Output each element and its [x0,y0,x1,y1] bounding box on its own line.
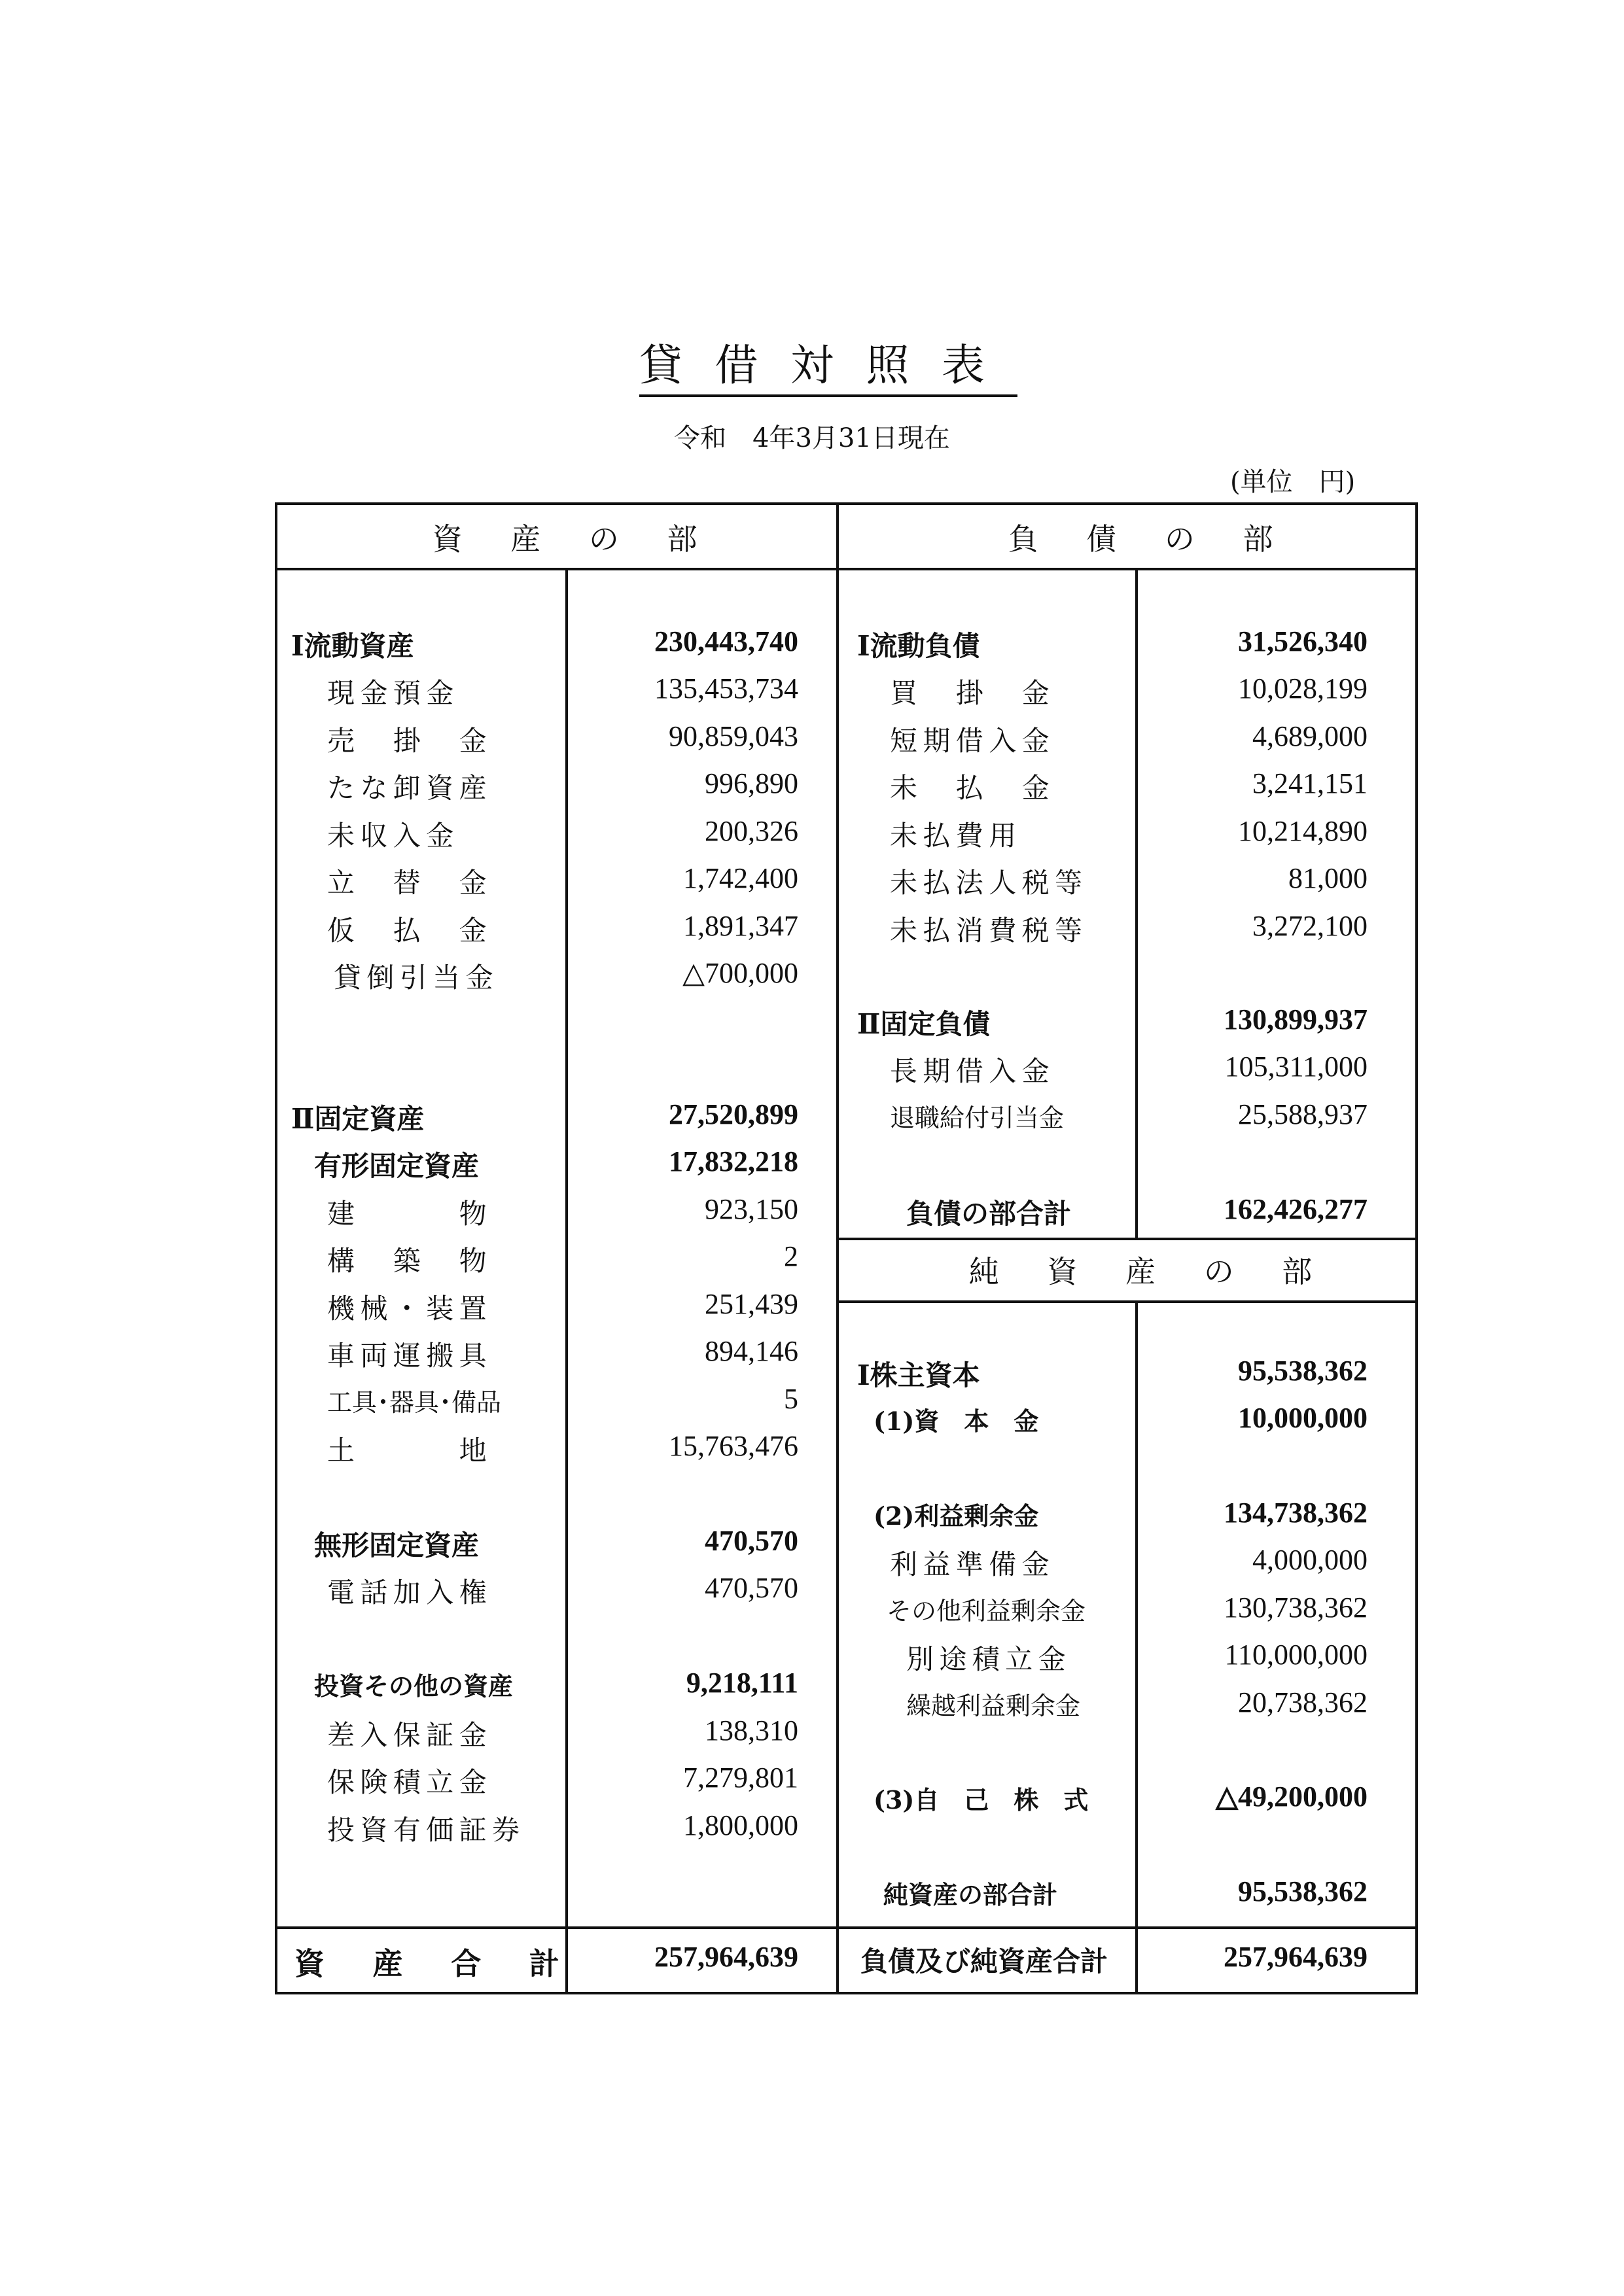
asset-row-amount: 9,218,111 [686,1667,798,1699]
net-asset-row-label: 純資産の部合計 [883,1880,1058,1909]
liability-row-label: 退職給付引当金 [890,1104,1065,1132]
liability-row-label: Ⅱ固定負債 [857,1008,991,1040]
net-asset-row-label: (3)自 己 株 式 [874,1785,1089,1815]
asset-row-amount: 470,570 [705,1525,798,1557]
center-divider [836,502,839,1994]
asset-row-label: 差入保証金 [327,1719,493,1751]
net-asset-row-amount: 10,000,000 [1238,1402,1368,1434]
asset-row-label: 機械・装置 [327,1293,493,1325]
asset-row-label: 現金預金 [327,677,459,709]
asset-row-label: 貸倒引当金 [334,962,499,994]
asset-row-amount: 90,859,043 [669,720,798,752]
asset-row-label: 無形固定資産 [314,1529,480,1561]
assets-section-header: 資 産 の 部 [432,521,707,557]
asset-row-amount: 135,453,734 [654,672,798,704]
net-assets-section-header: 純 資 産 の 部 [968,1254,1322,1289]
asset-row-label: 工具･器具･備品 [327,1388,502,1417]
asset-row-label: 立 替 金 [327,867,493,899]
asset-row-label: 投資その他の資産 [314,1671,514,1701]
liability-row-label: 買 掛 金 [890,677,1055,709]
liability-row-amount: 10,214,890 [1238,815,1368,847]
asset-row-amount: 1,742,400 [683,862,798,894]
net-asset-row-label: Ⅰ株主資本 [857,1359,980,1391]
liabilities-section-header: 負 債 の 部 [1008,521,1282,557]
asset-row-amount: 251,439 [705,1288,798,1320]
asset-row-label: 投資有価証券 [327,1814,525,1846]
net-asset-row-label: その他利益剰余金 [887,1597,1086,1626]
asset-row-amount: 1,800,000 [683,1809,798,1841]
assets-total-amount: 257,964,639 [654,1941,798,1973]
net-asset-row-label: 繰越利益剰余金 [906,1692,1081,1720]
net-asset-row-label: (2)利益剰余金 [874,1501,1039,1531]
liability-row-amount: 162,426,277 [1224,1193,1368,1225]
liability-row-label: 負債の部合計 [906,1198,1072,1230]
liability-row-label: 長期借入金 [890,1055,1055,1087]
asset-row-label: 有形固定資産 [314,1150,480,1182]
liability-row-label: 未 払 金 [890,772,1055,804]
asset-row-amount: 7,279,801 [683,1762,798,1794]
liability-row-amount: 31,526,340 [1238,625,1368,657]
liab-amount-divider-bottom [1135,1300,1138,1994]
as-of-date: 令和 4年3月31日現在 [674,423,950,453]
asset-row-label: 構 築 物 [327,1245,493,1277]
liability-row-amount: 81,000 [1288,862,1368,894]
net-asset-row-amount: 134,738,362 [1224,1497,1368,1529]
liability-row-label: Ⅰ流動負債 [857,630,980,662]
net-asset-row-amount: 95,538,362 [1238,1355,1368,1387]
asset-row-amount: 138,310 [705,1714,798,1747]
grand-total-amount: 257,964,639 [1224,1941,1368,1973]
net-asset-row-amount: △49,200,000 [1216,1781,1368,1813]
unit-note: (単位 円) [1230,467,1356,497]
asset-row-label: 建 物 [327,1198,493,1230]
net-asset-row-label: 別途積立金 [906,1643,1072,1675]
asset-row-amount: 17,832,218 [669,1145,798,1177]
net-assets-header-top [836,1238,1418,1240]
asset-row-amount: 1,891,347 [683,910,798,942]
asset-row-amount: △700,000 [682,957,798,989]
asset-row-label: 仮 払 金 [327,914,493,947]
document-title: 貸借対照表 [0,330,1624,392]
asset-row-label: Ⅱ固定資産 [291,1103,425,1135]
asset-row-amount: 15,763,476 [669,1430,798,1462]
liability-row-amount: 10,028,199 [1238,672,1368,704]
liab-amount-divider-top [1135,568,1138,1238]
asset-row-amount: 230,443,740 [654,625,798,657]
total-rule [275,1926,1418,1929]
liability-row-amount: 3,241,151 [1252,767,1368,799]
asset-row-label: 電話加入権 [327,1576,493,1609]
net-asset-row-label: (1)資 本 金 [874,1406,1039,1436]
liability-row-label: 未払法人税等 [890,867,1088,899]
net-asset-row-amount: 4,000,000 [1252,1544,1368,1576]
net-asset-row-amount: 95,538,362 [1238,1875,1368,1907]
asset-row-amount: 470,570 [705,1572,798,1604]
assets-amount-divider [565,568,568,1994]
asset-row-amount: 894,146 [705,1335,798,1367]
asset-row-amount: 27,520,899 [669,1098,798,1130]
asset-row-label: たな卸資産 [327,772,493,804]
asset-row-amount: 923,150 [705,1193,798,1225]
asset-row-amount: 200,326 [705,815,798,847]
liability-row-amount: 4,689,000 [1252,720,1368,752]
asset-row-label: 未収入金 [327,820,459,852]
net-asset-row-amount: 110,000,000 [1224,1639,1368,1671]
asset-row-label: 売 掛 金 [327,725,493,757]
asset-row-label: 土 地 [327,1435,493,1467]
header-rule [275,568,1418,570]
liability-row-amount: 105,311,000 [1224,1051,1368,1083]
liability-row-amount: 3,272,100 [1252,910,1368,942]
liability-row-amount: 25,588,937 [1238,1098,1368,1130]
asset-row-amount: 5 [784,1383,798,1415]
asset-row-label: 車両運搬具 [327,1340,493,1372]
net-asset-row-amount: 130,738,362 [1224,1592,1368,1624]
net-assets-header-bottom [836,1300,1418,1303]
asset-row-label: Ⅰ流動資産 [291,630,414,662]
net-asset-row-label: 利益準備金 [890,1548,1055,1580]
asset-row-amount: 996,890 [705,767,798,799]
net-asset-row-amount: 20,738,362 [1238,1686,1368,1718]
asset-row-amount: 2 [784,1240,798,1272]
assets-total-label: 資 産 合 計 [294,1946,569,1981]
liability-row-label: 未払費用 [890,820,1022,852]
liability-row-label: 未払消費税等 [890,914,1088,947]
liability-row-amount: 130,899,937 [1224,1003,1368,1035]
liability-row-label: 短期借入金 [890,725,1055,757]
asset-row-label: 保険積立金 [327,1766,493,1798]
grand-total-label: 負債及び純資産合計 [860,1945,1108,1977]
